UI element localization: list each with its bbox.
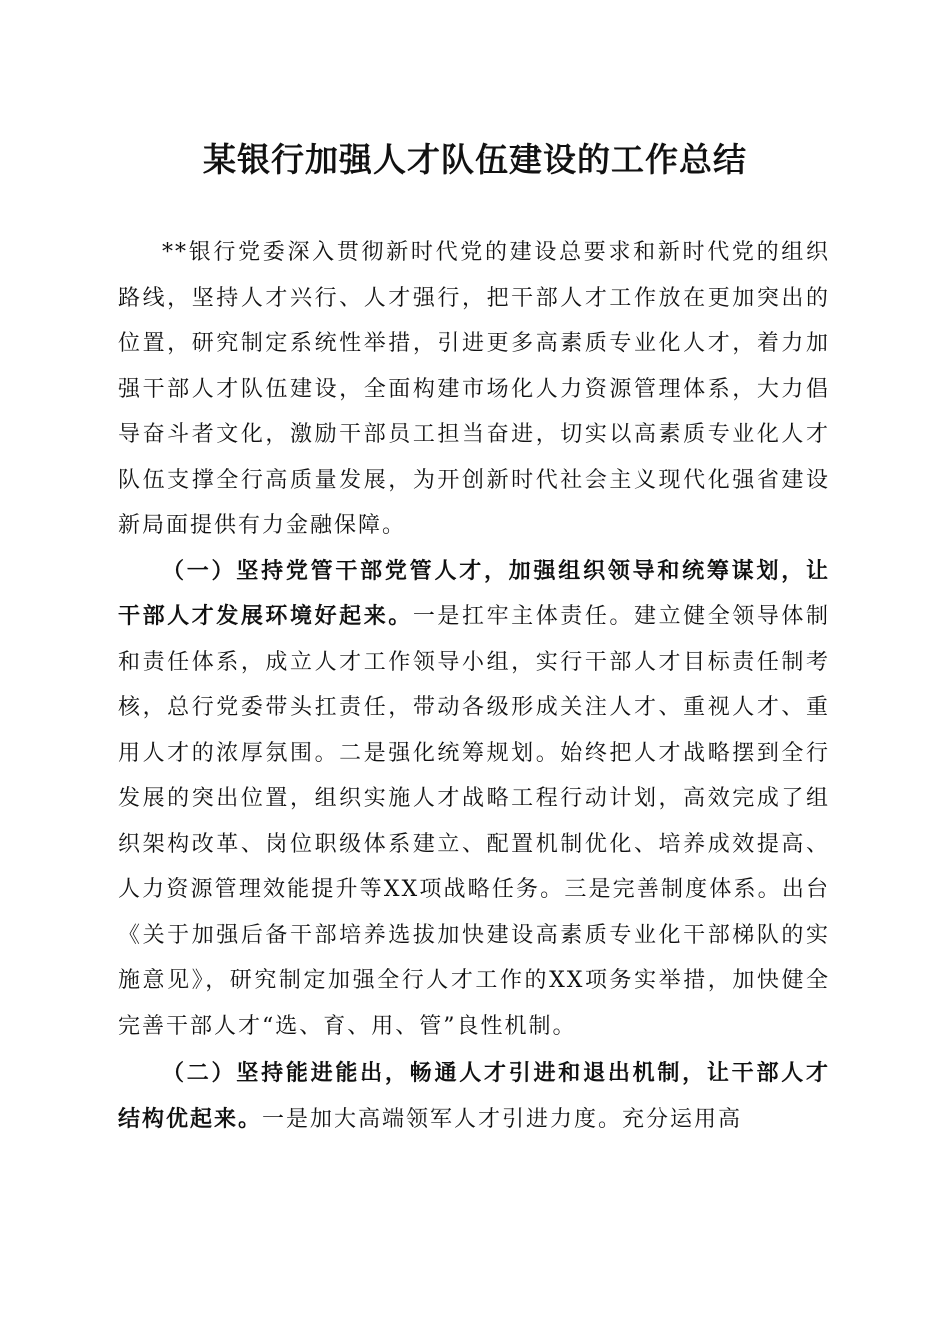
section-2-paragraph [118, 1051, 830, 1142]
section-2-heading: （二）坚持能进能出，畅通人才引进和退出机制，让干部人才结构优起来。 [118, 1060, 830, 1132]
document-body [118, 230, 830, 1142]
intro-paragraph: **银行党委深入贯彻新时代党的建设总要求和新时代党的组织路线，坚持人才兴行、人才强行，把干部人才工作放在更加突出的位置，研究制定系统性举措，引进更多高素质专业化人才，着力加强干部人才队伍建设，全面构建市场化人力资源管理体系，大力倡导奋斗者文化，激励干部员工担当奋进，切实以高素质专业化人才队伍支撑全行高质量发展，为开创新时代社会主义现代化强省建设新局面提供有力金融保障。 [118, 240, 830, 538]
section-2-body: 一是加大高端领军人才引进力度。充分运用高 [262, 1106, 743, 1132]
section-1-body: 一是扛牢主体责任。建立健全领导体制和责任体系，成立人才工作领导小组，实行干部人才目标责任制考核，总行党委带头扛责任，带动各级形成关注人才、重视人才、重用人才的浓厚氛围。二是强化统筹规划。始终把人才战略摆到全行发展的突出位置，组织实施人才战略工程行动计划，高效完成了组织架构改革、岗位职级体系建立、配置机制优化、培养成效提高、人力资源管理效能提升等XX项战略任务。三是完善制度体系。出台《关于加强后备干部培养选拔加快建设高素质专业化干部梯队的实施意见》，研究制定加强全行人才工作的XX项务实举措，加快健全完善干部人才“选、育、用、管”良性机制。 [118, 604, 830, 1039]
document-title: 某银行加强人才队伍建设的工作总结 [203, 140, 747, 179]
section-1-heading: （一）坚持党管干部党管人才，加强组织领导和统筹谋划，让干部人才发展环境好起来。 [118, 557, 830, 629]
section-1-paragraph [118, 549, 830, 1050]
